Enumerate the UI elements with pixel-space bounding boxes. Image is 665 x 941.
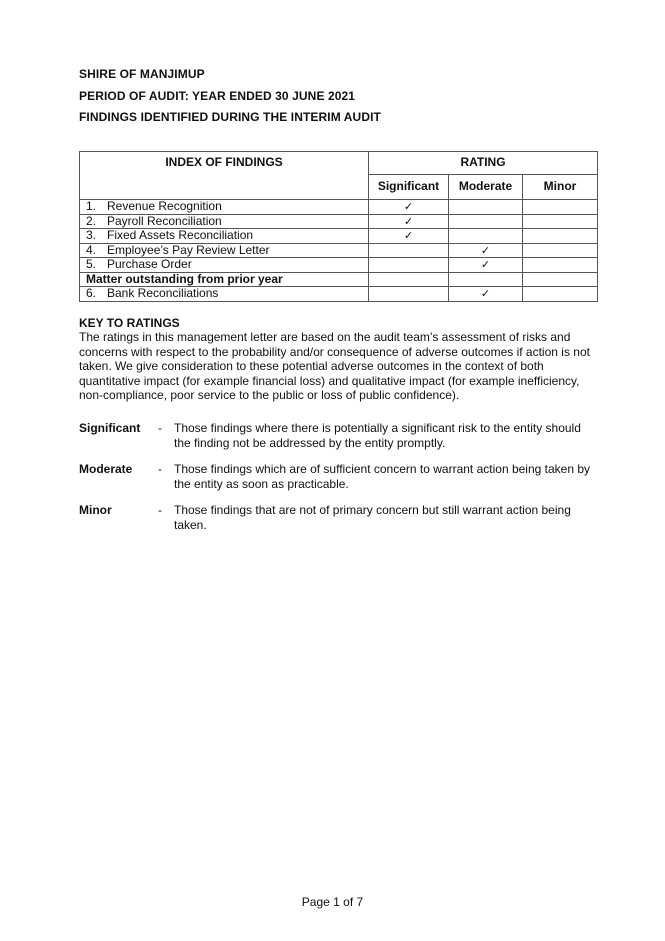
rating-cell-empty: [523, 243, 598, 258]
findings-table-body: [80, 200, 598, 302]
rating-term: Minor: [79, 503, 112, 517]
key-to-ratings-title: KEY TO RATINGS: [79, 316, 180, 330]
rating-cell-empty: [369, 287, 449, 302]
prior-year-label: Matter outstanding from prior year: [80, 272, 369, 287]
check-mark-icon: ✓: [449, 258, 523, 273]
rating-term: Moderate: [79, 462, 133, 476]
finding-label-cell: [80, 287, 369, 302]
page-number: Page 1 of 7: [301, 895, 364, 909]
check-mark-icon: ✓: [449, 287, 523, 302]
finding-label-cell: [80, 200, 369, 215]
finding-label: Bank Reconciliations: [107, 286, 219, 300]
rating-cell-empty: [449, 214, 523, 229]
rating-cell-empty: [449, 229, 523, 244]
finding-number: 6.: [86, 286, 97, 300]
check-mark-icon: ✓: [449, 243, 523, 258]
column-minor: Minor: [523, 175, 598, 200]
finding-row: [80, 258, 598, 273]
rating-dash: -: [158, 421, 162, 435]
rating-cell-empty: [369, 258, 449, 273]
rating-term: Significant: [79, 421, 141, 435]
finding-label: Payroll Reconciliation: [107, 214, 222, 228]
finding-label: Purchase Order: [107, 257, 192, 271]
organisation-heading: SHIRE OF MANJIMUP: [79, 67, 205, 81]
rating-cell-empty: [523, 272, 598, 287]
rating-dash: -: [158, 462, 162, 476]
rating-cell-empty: [523, 200, 598, 215]
column-significant: Significant: [369, 175, 449, 200]
finding-label-cell: [80, 229, 369, 244]
check-mark-icon: ✓: [369, 229, 449, 244]
rating-cell-empty: [449, 272, 523, 287]
finding-row: [80, 229, 598, 244]
rating-dash: -: [158, 503, 162, 517]
rating-description: Those findings where there is potentially a significant risk to the entity should the finding not be addressed by the entity promptly.: [174, 421, 581, 450]
column-moderate: Moderate: [449, 175, 523, 200]
finding-row: [80, 200, 598, 215]
finding-label-cell: [80, 214, 369, 229]
key-to-ratings-paragraph: The ratings in this management letter are based on the audit team’s assessment of risks and concerns with respect to the probability and/or consequence of adverse outcomes if action is not taken. We give consideration to these potential adverse outcomes in the context of both quantitative impact (for example financial loss) and qualitative impact (for example inefficiency, non-compliance, poor service to the public or loss of public confidence).: [79, 330, 590, 402]
finding-number: 1.: [86, 199, 97, 213]
finding-label: Employee’s Pay Review Letter: [107, 243, 270, 257]
rating-cell-empty: [523, 287, 598, 302]
finding-row: [80, 287, 598, 302]
rating-cell-empty: [523, 214, 598, 229]
rating-cell-empty: [523, 258, 598, 273]
prior-year-section-row: [80, 272, 598, 287]
finding-row: [80, 243, 598, 258]
findings-index-table: [79, 151, 598, 302]
finding-number: 5.: [86, 257, 97, 271]
finding-label: Revenue Recognition: [107, 199, 222, 213]
rating-cell-empty: [369, 243, 449, 258]
rating-description: Those findings that are not of primary concern but still warrant action being taken.: [174, 503, 571, 532]
findings-heading: FINDINGS IDENTIFIED DURING THE INTERIM AUDIT: [79, 110, 381, 124]
rating-cell-empty: [523, 229, 598, 244]
finding-number: 3.: [86, 228, 97, 242]
index-of-findings-header: INDEX OF FINDINGS: [80, 152, 369, 200]
finding-number: 2.: [86, 214, 97, 228]
rating-cell-empty: [369, 272, 449, 287]
finding-label-cell: [80, 258, 369, 273]
check-mark-icon: ✓: [369, 214, 449, 229]
rating-header: RATING: [369, 152, 598, 175]
finding-label: Fixed Assets Reconciliation: [107, 228, 254, 242]
finding-number: 4.: [86, 243, 97, 257]
rating-description: Those findings which are of sufficient concern to warrant action being taken by the entity as soon as practicable.: [174, 462, 591, 491]
check-mark-icon: ✓: [369, 200, 449, 215]
finding-label-cell: [80, 243, 369, 258]
audit-period-heading: PERIOD OF AUDIT: YEAR ENDED 30 JUNE 2021: [79, 89, 356, 103]
finding-row: [80, 214, 598, 229]
rating-cell-empty: [449, 200, 523, 215]
